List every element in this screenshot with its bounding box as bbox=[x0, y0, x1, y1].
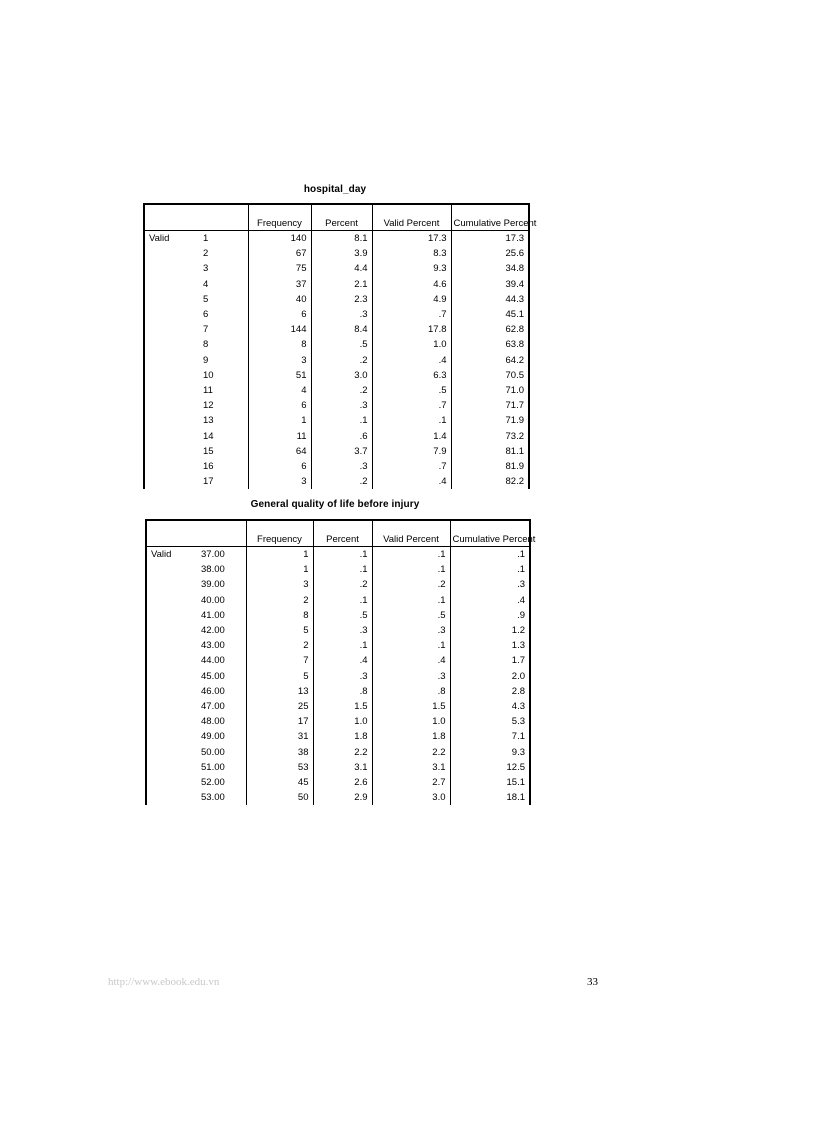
row-category: 8 bbox=[203, 339, 209, 351]
row-category: 14 bbox=[203, 430, 214, 442]
row-category: 51.00 bbox=[201, 761, 225, 773]
cell-frequency: 6 bbox=[248, 398, 311, 413]
table-row bbox=[146, 684, 530, 699]
cell-cumulative-percent: 64.2 bbox=[451, 353, 529, 368]
cell-cumulative-percent: 1.2 bbox=[450, 623, 530, 638]
row-category: 41.00 bbox=[201, 609, 225, 621]
row-category: 53.00 bbox=[201, 792, 225, 804]
table-row bbox=[146, 760, 530, 775]
table-row bbox=[144, 474, 529, 489]
cell-percent: .6 bbox=[311, 429, 372, 444]
row-category: 5 bbox=[203, 293, 209, 305]
table-row bbox=[146, 775, 530, 790]
row-group-label bbox=[146, 714, 199, 729]
row-category: 10 bbox=[203, 369, 214, 381]
cell-percent: 1.0 bbox=[313, 714, 372, 729]
cell-frequency: 37 bbox=[248, 277, 311, 292]
cell-cumulative-percent: .1 bbox=[450, 562, 530, 577]
cell-percent: .3 bbox=[311, 459, 372, 474]
cell-frequency: 4 bbox=[248, 383, 311, 398]
row-group-label bbox=[144, 398, 201, 413]
cell-cumulative-percent: 18.1 bbox=[450, 790, 530, 805]
cell-cumulative-percent: 1.7 bbox=[450, 653, 530, 668]
table-row bbox=[146, 623, 530, 638]
cell-frequency: 3 bbox=[246, 577, 313, 592]
row-category: 7 bbox=[203, 324, 209, 336]
row-category: 16 bbox=[203, 461, 214, 473]
cell-frequency: 40 bbox=[248, 292, 311, 307]
cell-cumulative-percent: 82.2 bbox=[451, 474, 529, 489]
row-category: 17 bbox=[203, 476, 214, 488]
cell-frequency: 140 bbox=[248, 231, 311, 247]
row-category: 15 bbox=[203, 445, 214, 457]
row-category: 45.00 bbox=[201, 670, 225, 682]
header-percent: Percent bbox=[311, 204, 372, 231]
row-category: 43.00 bbox=[201, 640, 225, 652]
table-row bbox=[144, 322, 529, 337]
header-valid-percent: Valid Percent bbox=[372, 204, 451, 231]
row-group-label bbox=[146, 760, 199, 775]
table-row bbox=[144, 261, 529, 276]
table-row bbox=[144, 337, 529, 352]
cell-frequency: 6 bbox=[248, 459, 311, 474]
cell-percent: .5 bbox=[313, 608, 372, 623]
table-header-row bbox=[146, 520, 530, 547]
row-group-label bbox=[144, 413, 201, 428]
cell-cumulative-percent: 9.3 bbox=[450, 745, 530, 760]
table-row bbox=[146, 593, 530, 608]
cell-frequency: 31 bbox=[246, 729, 313, 744]
cell-frequency: 5 bbox=[246, 623, 313, 638]
row-group-label bbox=[144, 429, 201, 444]
table-row bbox=[144, 292, 529, 307]
cell-percent: .4 bbox=[313, 653, 372, 668]
row-group-label bbox=[144, 292, 201, 307]
row-group-label bbox=[146, 729, 199, 744]
table-row bbox=[144, 383, 529, 398]
cell-frequency: 38 bbox=[246, 745, 313, 760]
cell-frequency: 5 bbox=[246, 669, 313, 684]
row-category: 6 bbox=[203, 309, 209, 321]
cell-percent: 1.5 bbox=[313, 699, 372, 714]
cell-percent: .2 bbox=[311, 353, 372, 368]
cell-frequency: 25 bbox=[246, 699, 313, 714]
table-body bbox=[144, 231, 529, 490]
table-row bbox=[144, 277, 529, 292]
table-row bbox=[144, 368, 529, 383]
cell-percent: .1 bbox=[313, 638, 372, 653]
cell-frequency: 1 bbox=[248, 413, 311, 428]
cell-percent: 4.4 bbox=[311, 261, 372, 276]
table-row bbox=[144, 444, 529, 459]
row-group-label bbox=[144, 444, 201, 459]
row-category: 12 bbox=[203, 400, 214, 412]
row-category: 50.00 bbox=[201, 746, 225, 758]
header-cumulative-percent: Cumulative Percent bbox=[451, 204, 529, 231]
cell-percent: 3.9 bbox=[311, 246, 372, 261]
cell-cumulative-percent: 34.8 bbox=[451, 261, 529, 276]
row-category: 49.00 bbox=[201, 731, 225, 743]
cell-cumulative-percent: .3 bbox=[450, 577, 530, 592]
cell-percent: 8.4 bbox=[311, 322, 372, 337]
row-group-label bbox=[146, 577, 199, 592]
row-group-label: Valid bbox=[144, 231, 201, 247]
cell-valid-percent: .5 bbox=[372, 383, 451, 398]
cell-valid-percent: 3.1 bbox=[372, 760, 450, 775]
cell-percent: 1.8 bbox=[313, 729, 372, 744]
cell-percent: .3 bbox=[311, 307, 372, 322]
row-group-label bbox=[144, 277, 201, 292]
cell-percent: 3.0 bbox=[311, 368, 372, 383]
row-group-label bbox=[146, 638, 199, 653]
cell-percent: 2.1 bbox=[311, 277, 372, 292]
page-number: 33 bbox=[587, 976, 598, 988]
cell-percent: .1 bbox=[313, 547, 372, 563]
row-group-label: Valid bbox=[146, 547, 199, 563]
cell-cumulative-percent: 45.1 bbox=[451, 307, 529, 322]
cell-frequency: 2 bbox=[246, 593, 313, 608]
row-category: 4 bbox=[203, 278, 209, 290]
hospital-day-frequency-table bbox=[143, 203, 537, 489]
cell-percent: .2 bbox=[311, 474, 372, 489]
cell-percent: .3 bbox=[313, 623, 372, 638]
table-row bbox=[144, 459, 529, 474]
cell-cumulative-percent: 62.8 bbox=[451, 322, 529, 337]
cell-percent: .1 bbox=[313, 593, 372, 608]
table-row bbox=[146, 745, 530, 760]
cell-valid-percent: .4 bbox=[372, 474, 451, 489]
row-group-label bbox=[144, 261, 201, 276]
row-category: 2 bbox=[203, 248, 209, 260]
cell-cumulative-percent: 2.8 bbox=[450, 684, 530, 699]
cell-frequency: 11 bbox=[248, 429, 311, 444]
row-group-label bbox=[146, 593, 199, 608]
cell-cumulative-percent: .4 bbox=[450, 593, 530, 608]
cell-cumulative-percent: .1 bbox=[450, 547, 530, 563]
cell-valid-percent: 17.3 bbox=[372, 231, 451, 247]
cell-valid-percent: 7.9 bbox=[372, 444, 451, 459]
row-category: 52.00 bbox=[201, 777, 225, 789]
row-category: 44.00 bbox=[201, 655, 225, 667]
table-row bbox=[146, 577, 530, 592]
row-group-label bbox=[144, 337, 201, 352]
row-category: 38.00 bbox=[201, 564, 225, 576]
cell-frequency: 1 bbox=[246, 562, 313, 577]
table-title-quality-of-life: General quality of life before injury bbox=[250, 499, 420, 510]
cell-valid-percent: .3 bbox=[372, 623, 450, 638]
row-category: 46.00 bbox=[201, 685, 225, 697]
cell-percent: 8.1 bbox=[311, 231, 372, 247]
cell-percent: 2.9 bbox=[313, 790, 372, 805]
table-title-hospital-day: hospital_day bbox=[303, 184, 367, 195]
header-frequency: Frequency bbox=[246, 520, 313, 547]
cell-frequency: 17 bbox=[246, 714, 313, 729]
cell-percent: .2 bbox=[311, 383, 372, 398]
cell-cumulative-percent: 5.3 bbox=[450, 714, 530, 729]
cell-valid-percent: 1.8 bbox=[372, 729, 450, 744]
table-row bbox=[146, 547, 530, 563]
cell-valid-percent: .7 bbox=[372, 307, 451, 322]
cell-frequency: 45 bbox=[246, 775, 313, 790]
cell-valid-percent: 1.0 bbox=[372, 714, 450, 729]
table-row bbox=[144, 398, 529, 413]
cell-percent: 3.1 bbox=[313, 760, 372, 775]
cell-percent: .8 bbox=[313, 684, 372, 699]
cell-valid-percent: .4 bbox=[372, 353, 451, 368]
cell-valid-percent: .1 bbox=[372, 638, 450, 653]
footer-url: http://www.ebook.edu.vn bbox=[108, 976, 220, 988]
row-group-label bbox=[146, 775, 199, 790]
table-header-row bbox=[144, 204, 529, 231]
header-stub bbox=[146, 520, 246, 547]
cell-cumulative-percent: 81.1 bbox=[451, 444, 529, 459]
cell-valid-percent: 17.8 bbox=[372, 322, 451, 337]
row-category: 1 bbox=[203, 233, 209, 244]
cell-valid-percent: 3.0 bbox=[372, 790, 450, 805]
cell-frequency: 8 bbox=[248, 337, 311, 352]
cell-valid-percent: 2.2 bbox=[372, 745, 450, 760]
row-group-label bbox=[146, 790, 199, 805]
table-row bbox=[144, 231, 529, 247]
cell-valid-percent: .1 bbox=[372, 547, 450, 563]
cell-valid-percent: .1 bbox=[372, 413, 451, 428]
cell-cumulative-percent: 1.3 bbox=[450, 638, 530, 653]
cell-percent: 2.6 bbox=[313, 775, 372, 790]
cell-cumulative-percent: 71.9 bbox=[451, 413, 529, 428]
cell-frequency: 144 bbox=[248, 322, 311, 337]
table-row bbox=[146, 729, 530, 744]
cell-cumulative-percent: 4.3 bbox=[450, 699, 530, 714]
quality-of-life-frequency-table bbox=[145, 519, 536, 805]
row-group-label bbox=[144, 368, 201, 383]
cell-percent: 2.2 bbox=[313, 745, 372, 760]
cell-cumulative-percent: 39.4 bbox=[451, 277, 529, 292]
table-row bbox=[144, 246, 529, 261]
table-row bbox=[146, 608, 530, 623]
cell-frequency: 53 bbox=[246, 760, 313, 775]
cell-frequency: 6 bbox=[248, 307, 311, 322]
cell-frequency: 8 bbox=[246, 608, 313, 623]
table-row bbox=[144, 353, 529, 368]
table-row bbox=[144, 429, 529, 444]
header-valid-percent: Valid Percent bbox=[372, 520, 450, 547]
table-row bbox=[144, 307, 529, 322]
cell-cumulative-percent: 71.7 bbox=[451, 398, 529, 413]
cell-cumulative-percent: 63.8 bbox=[451, 337, 529, 352]
row-group-label bbox=[144, 307, 201, 322]
row-group-label bbox=[146, 745, 199, 760]
row-category: 3 bbox=[203, 263, 209, 275]
cell-cumulative-percent: 25.6 bbox=[451, 246, 529, 261]
header-stub bbox=[144, 204, 248, 231]
row-category: 47.00 bbox=[201, 701, 225, 713]
row-group-label bbox=[144, 383, 201, 398]
row-group-label bbox=[144, 474, 201, 489]
table-row bbox=[146, 638, 530, 653]
cell-valid-percent: .7 bbox=[372, 398, 451, 413]
cell-valid-percent: 4.9 bbox=[372, 292, 451, 307]
row-group-label bbox=[146, 608, 199, 623]
row-category: 42.00 bbox=[201, 625, 225, 637]
cell-valid-percent: 6.3 bbox=[372, 368, 451, 383]
header-percent: Percent bbox=[313, 520, 372, 547]
table-row bbox=[146, 562, 530, 577]
header-frequency: Frequency bbox=[248, 204, 311, 231]
row-group-label bbox=[146, 562, 199, 577]
cell-valid-percent: 4.6 bbox=[372, 277, 451, 292]
cell-valid-percent: 2.7 bbox=[372, 775, 450, 790]
cell-frequency: 51 bbox=[248, 368, 311, 383]
cell-valid-percent: 1.5 bbox=[372, 699, 450, 714]
cell-frequency: 1 bbox=[246, 547, 313, 563]
cell-valid-percent: .4 bbox=[372, 653, 450, 668]
cell-percent: 2.3 bbox=[311, 292, 372, 307]
cell-percent: .3 bbox=[313, 669, 372, 684]
row-group-label bbox=[146, 653, 199, 668]
row-category: 13 bbox=[203, 415, 214, 427]
row-group-label bbox=[144, 246, 201, 261]
cell-frequency: 2 bbox=[246, 638, 313, 653]
row-group-label bbox=[144, 322, 201, 337]
cell-frequency: 67 bbox=[248, 246, 311, 261]
table-row bbox=[146, 699, 530, 714]
cell-valid-percent: .2 bbox=[372, 577, 450, 592]
cell-cumulative-percent: 7.1 bbox=[450, 729, 530, 744]
row-category: 11 bbox=[203, 385, 213, 397]
cell-valid-percent: .5 bbox=[372, 608, 450, 623]
row-category: 40.00 bbox=[201, 594, 225, 606]
cell-frequency: 7 bbox=[246, 653, 313, 668]
cell-cumulative-percent: 81.9 bbox=[451, 459, 529, 474]
cell-percent: 3.7 bbox=[311, 444, 372, 459]
row-category: 48.00 bbox=[201, 716, 225, 728]
row-group-label bbox=[146, 623, 199, 638]
cell-cumulative-percent: 15.1 bbox=[450, 775, 530, 790]
cell-percent: .2 bbox=[313, 577, 372, 592]
cell-frequency: 50 bbox=[246, 790, 313, 805]
cell-frequency: 75 bbox=[248, 261, 311, 276]
cell-cumulative-percent: 44.3 bbox=[451, 292, 529, 307]
cell-valid-percent: 8.3 bbox=[372, 246, 451, 261]
table-row bbox=[144, 413, 529, 428]
cell-valid-percent: 1.4 bbox=[372, 429, 451, 444]
row-category: 37.00 bbox=[201, 549, 225, 560]
cell-percent: .1 bbox=[313, 562, 372, 577]
cell-valid-percent: 9.3 bbox=[372, 261, 451, 276]
cell-valid-percent: 1.0 bbox=[372, 337, 451, 352]
table-body bbox=[146, 547, 530, 806]
cell-percent: .5 bbox=[311, 337, 372, 352]
table-row bbox=[146, 669, 530, 684]
row-group-label bbox=[146, 684, 199, 699]
row-category: 9 bbox=[203, 354, 209, 366]
table-row bbox=[146, 714, 530, 729]
cell-frequency: 13 bbox=[246, 684, 313, 699]
row-category: 39.00 bbox=[201, 579, 225, 591]
cell-valid-percent: .3 bbox=[372, 669, 450, 684]
cell-cumulative-percent: .9 bbox=[450, 608, 530, 623]
cell-cumulative-percent: 17.3 bbox=[451, 231, 529, 247]
cell-frequency: 3 bbox=[248, 353, 311, 368]
table-row bbox=[146, 790, 530, 805]
table-row bbox=[146, 653, 530, 668]
cell-valid-percent: .7 bbox=[372, 459, 451, 474]
row-group-label bbox=[144, 353, 201, 368]
cell-cumulative-percent: 73.2 bbox=[451, 429, 529, 444]
row-group-label bbox=[146, 699, 199, 714]
header-cumulative-percent: Cumulative Percent bbox=[450, 520, 530, 547]
cell-valid-percent: .8 bbox=[372, 684, 450, 699]
cell-cumulative-percent: 70.5 bbox=[451, 368, 529, 383]
cell-frequency: 3 bbox=[248, 474, 311, 489]
cell-valid-percent: .1 bbox=[372, 593, 450, 608]
cell-frequency: 64 bbox=[248, 444, 311, 459]
row-group-label bbox=[146, 669, 199, 684]
cell-cumulative-percent: 12.5 bbox=[450, 760, 530, 775]
cell-percent: .1 bbox=[311, 413, 372, 428]
cell-cumulative-percent: 71.0 bbox=[451, 383, 529, 398]
cell-cumulative-percent: 2.0 bbox=[450, 669, 530, 684]
cell-percent: .3 bbox=[311, 398, 372, 413]
row-group-label bbox=[144, 459, 201, 474]
cell-valid-percent: .1 bbox=[372, 562, 450, 577]
